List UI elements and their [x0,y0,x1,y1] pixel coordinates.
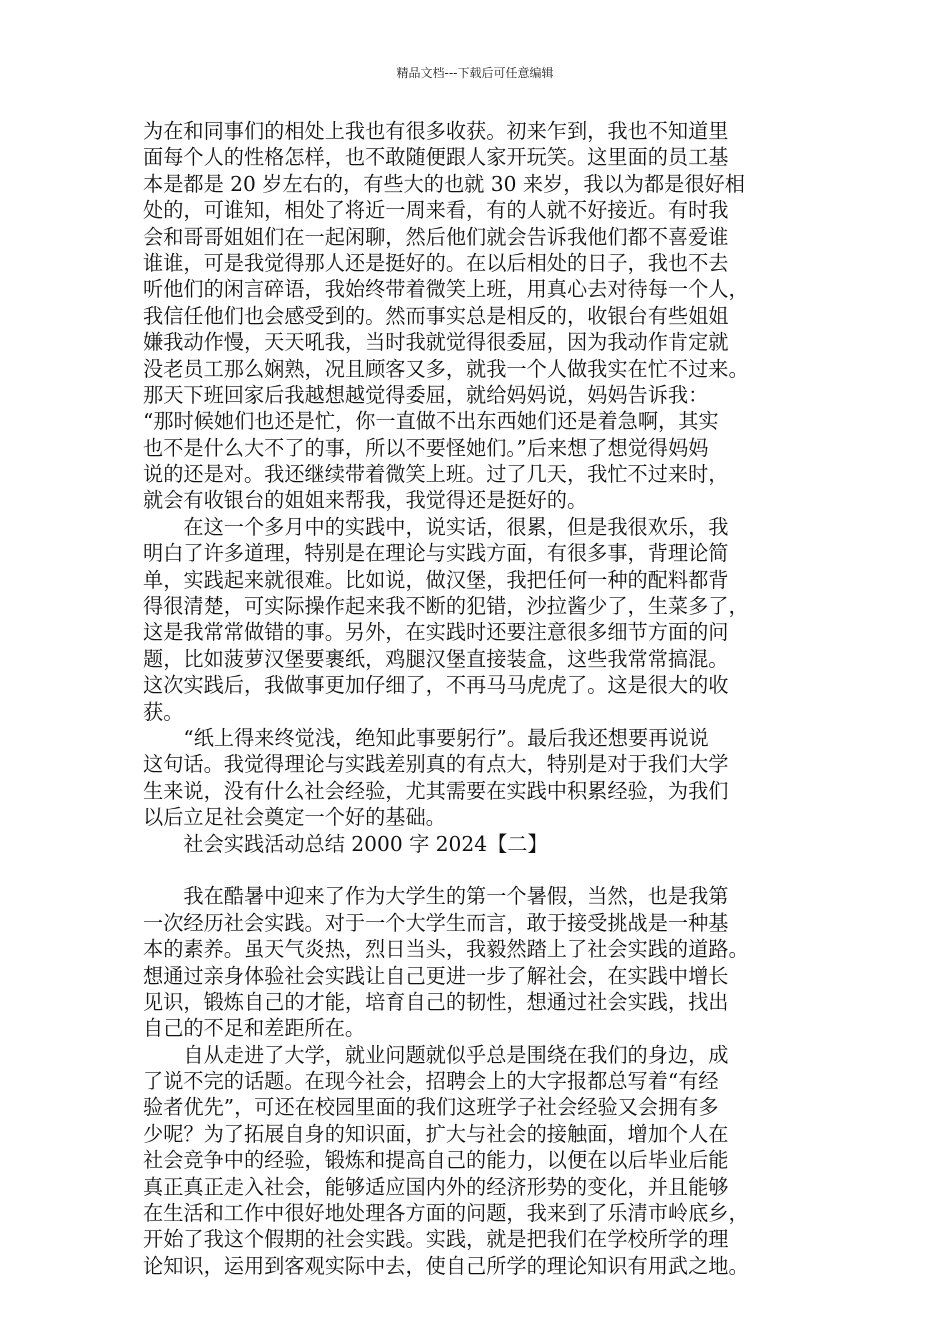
text-line: 少呢？为了拓展自身的知识面，扩大与社会的接触面，增加个人在 [143,1121,729,1146]
text-line: 那天下班回家后我越想越觉得委屈，就给妈妈说，妈妈告诉我： [143,382,709,407]
text-line: 这是我常常做错的事。另外，在实践时还要注意很多细节方面的问 [143,620,729,645]
text-line: 听他们的闲言碎语，我始终带着微笑上班，用真心去对待每一个人， [143,277,749,302]
text-line: 想通过亲身体验社会实践让自己更进一步了解社会，在实践中增长 [143,963,729,988]
text-line: 自从走进了大学，就业问题就似乎总是围绕在我们的身边，成 [143,1042,729,1067]
text-line: 真正真正走入社会，能够适应国内外的经济形势的变化，并且能够 [143,1174,729,1199]
text-line: 也不是什么大不了的事，所以不要怪她们。”后来想了想觉得妈妈 [143,435,709,460]
document-body [143,118,823,1279]
text-line: 我在酷暑中迎来了作为大学生的第一个暑假，当然，也是我第 [143,884,729,909]
text-line: 嫌我动作慢，天天吼我，当时我就觉得很委屈，因为我动作肯定就 [143,330,729,355]
text-line: 这次实践后，我做事更加仔细了，不再马马虎虎了。这是很大的收 [143,673,729,698]
text-line: 为在和同事们的相处上我也有很多收获。初来乍到，我也不知道里 [143,119,729,143]
text-line: 面每个人的性格怎样，也不敢随便跟人家开玩笑。这里面的员工基 [143,145,729,170]
text-line: 在这一个多月中的实践中，说实话，很累，但是我很欢乐，我 [143,514,729,539]
text-line: 题，比如菠萝汉堡要裹纸，鸡腿汉堡直接装盒，这些我常常搞混。 [143,646,729,671]
text-line: 谁谁，可是我觉得那人还是挺好的。在以后相处的日子，我也不去 [143,250,729,275]
text-line: 处的，可谁知，相处了将近一周来看，有的人就不好接近。有时我 [143,198,729,223]
text-line: 以后立足社会奠定一个好的基础。 [143,805,446,830]
text-line: 说的还是对。我还继续带着微笑上班。过了几天，我忙不过来时， [143,462,729,487]
text-line: 见识，锻炼自己的才能，培育自己的韧性，想通过社会实践，找出 [143,989,729,1014]
text-line: 本的素养。虽天气炎热，烈日当头，我毅然踏上了社会实践的道路。 [143,937,749,962]
text-line: “纸上得来终觉浅，绝知此事要躬行”。最后我还想要再说说 [143,725,709,750]
page-header: 精品文档---下载后可任意编辑 [396,66,554,80]
text-line: 社会竞争中的经验，锻炼和提高自己的能力，以便在以后毕业后能 [143,1148,729,1173]
text-line: 社会实践活动总结 2000 字 2024【二】 [143,831,548,856]
text-line: 一次经历社会实践。对于一个大学生而言，敢于接受挑战是一种基 [143,910,729,935]
text-line: 获。 [143,699,184,724]
text-line: 自己的不足和差距所在。 [143,1016,366,1041]
blank-line [143,857,823,883]
text-line: 在生活和工作中很好地处理各方面的问题，我来到了乐清市岭底乡， [143,1201,749,1226]
text-line: 就会有收银台的姐姐来帮我，我觉得还是挺好的。 [143,488,588,513]
text-line: 开始了我这个假期的社会实践。实践，就是把我们在学校所学的理 [143,1227,729,1252]
text-line: 没老员工那么娴熟，况且顾客又多，就我一个人做我实在忙不过来。 [143,356,749,381]
text-line: 验者优先”，可还在校园里面的我们这班学子社会经验又会拥有多 [143,1095,719,1120]
text-line: 我信任他们也会感受到的。然而事实总是相反的，收银台有些姐姐 [143,303,729,328]
text-line: 会和哥哥姐姐们在一起闲聊，然后他们就会告诉我他们都不喜爱谁 [143,224,729,249]
text-line: 得很清楚，可实际操作起来我不断的犯错，沙拉酱少了，生菜多了， [143,594,749,619]
text-line: 论知识，运用到客观实际中去，使自己所学的理论知识有用武之地。 [143,1253,749,1278]
text-line: 本是都是 20 岁左右的，有些大的也就 30 来岁，我以为都是很好相 [143,171,745,196]
text-line: 了说不完的话题。在现今社会，招聘会上的大字报都总写着“有经 [143,1069,719,1094]
text-line: 生来说，没有什么社会经验，尤其需要在实践中积累经验，为我们 [143,778,729,803]
text-line: 单，实践起来就很难。比如说，做汉堡，我把任何一种的配料都背 [143,567,729,592]
text-line: “那时候她们也还是忙，你一直做不出东西她们还是着急啊，其实 [143,409,719,434]
text-line: 明白了许多道理，特别是在理论与实践方面，有很多事，背理论简 [143,541,729,566]
text-line: 这句话。我觉得理论与实践差别真的有点大，特别是对于我们大学 [143,752,729,777]
